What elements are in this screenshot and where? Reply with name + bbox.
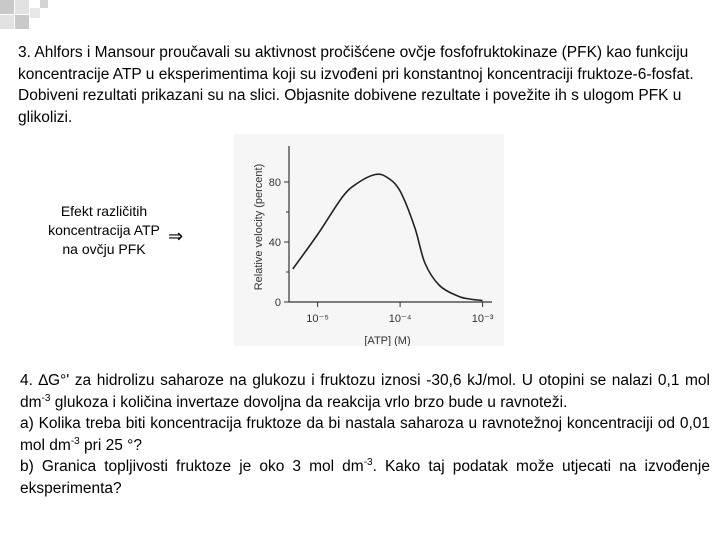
decorative-squares: [0, 0, 60, 40]
y-tick-label: 0: [274, 297, 281, 309]
y-tick-label: 80: [268, 177, 281, 189]
side-note: [44, 202, 164, 259]
question-4-intro: 4. ∆G°' za hidrolizu saharoze na glukozu i fruktozu iznosi -30,6 kJ/mol. U otopini se nalazi 0,1 mol $dm^{-3}$ glukoza i količina invertaze dovoljna da reakcija vrlo brzo bude u ravnoteži.: [20, 372, 710, 411]
x-tick-label: 10⁻⁴: [388, 313, 412, 325]
x-tick-label: 10⁻³: [471, 313, 494, 325]
question-4-part-a: a) Kolika treba biti koncentracija fruktoze da bi nastala saharoza u ravnotežnoj koncentraciji od 0,01 mol $dm^{-3}$ pri 25 °?: [20, 415, 710, 454]
velocity-curve: [293, 174, 483, 300]
question-3-text: 3. Ahlfors i Mansour proučavali su aktivnost pročišćene ovčje fosfofruktokinaze (PFK) kao funkciju koncentracije ATP u eksperimentima koji su izvođeni pri konstantnoj koncentraciji fruktoze-6-fosfat. Dobiveni rezultati prikazani su na slici. Objasnite dobivene rezultate i povežite ih s ulogom PFK u glikolizi.: [18, 44, 694, 126]
y-axis-label: Relative velocity (percent): [253, 163, 265, 291]
x-axis-label: [ATP] (M): [364, 335, 411, 346]
right-arrow-icon: ⇒: [168, 226, 184, 247]
question-4: [20, 370, 710, 499]
delta-icon: ∆: [38, 372, 48, 389]
x-tick-label: 10⁻⁵: [306, 313, 329, 325]
chart-svg: [234, 134, 504, 346]
side-note-text: Efekt različitih koncentracija ATP na ovčju PFK: [48, 203, 160, 257]
question-4-part-b: b) Granica topljivosti fruktoze je oko 3 mol $dm^{-3}$. Kako taj podatak može utjecati na izvođenje eksperimenta?: [20, 456, 710, 497]
question-3: [18, 42, 708, 128]
y-tick-label: 40: [268, 237, 281, 249]
atp-pfk-chart: [234, 134, 504, 346]
